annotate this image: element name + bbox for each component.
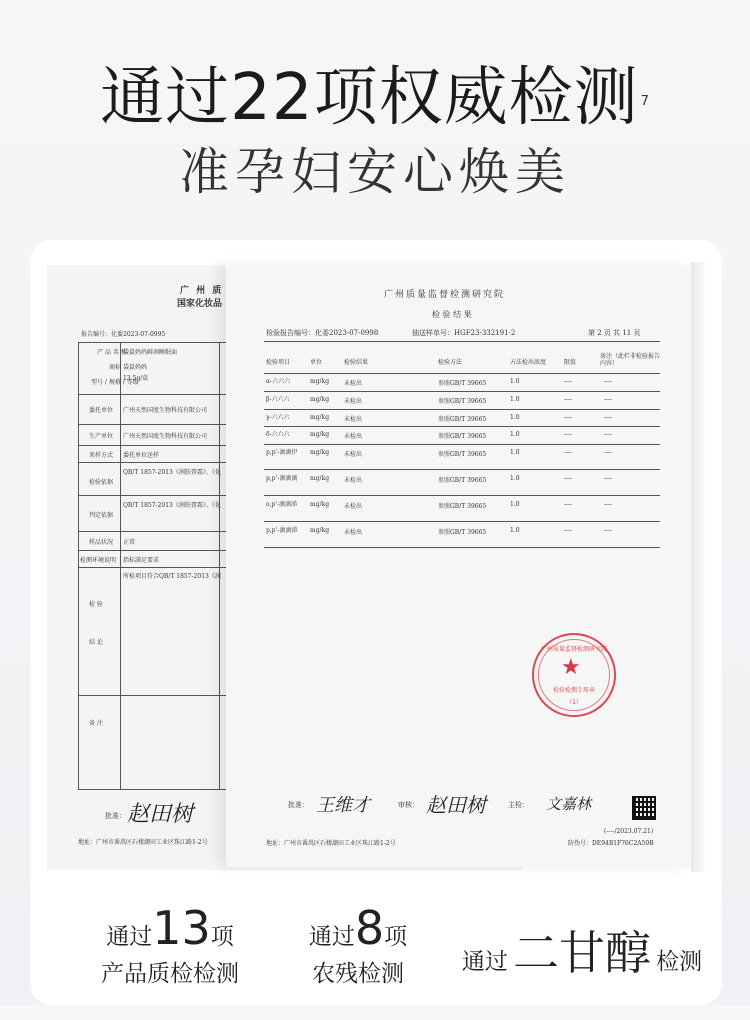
result-cell: 1.0 bbox=[510, 414, 520, 421]
result-cell: ---- bbox=[604, 431, 613, 438]
row-label: 来样方式 bbox=[89, 452, 114, 459]
result-cell: 未检出 bbox=[344, 529, 363, 536]
result-cell: 未检出 bbox=[344, 380, 363, 387]
signature: 文嘉林 bbox=[546, 795, 592, 813]
seal-text: 广州质量监督检测研究院 bbox=[540, 646, 607, 653]
row-label: 生产单位 bbox=[89, 433, 114, 440]
col-header: 检验方法 bbox=[438, 359, 463, 366]
page-stack-edge bbox=[691, 262, 705, 872]
sample-number: 抽送样单号：HGF23-332191-2 bbox=[412, 329, 516, 337]
section-title: 检 验 结 果 bbox=[432, 310, 472, 319]
result-cell: 未检出 bbox=[344, 503, 363, 510]
result-cell: ---- bbox=[564, 475, 573, 482]
result-cell: ---- bbox=[564, 527, 573, 534]
seal-text: 检验检测专用章 bbox=[552, 687, 595, 694]
result-cell: 1.0 bbox=[510, 527, 520, 534]
result-cell: mg/kg bbox=[310, 414, 330, 421]
result-cell: γ-六六六 bbox=[266, 414, 290, 421]
signature: 赵田树 bbox=[426, 793, 486, 817]
result-cell: mg/kg bbox=[310, 475, 330, 482]
official-seal bbox=[532, 633, 616, 717]
result-cell: 未检出 bbox=[344, 433, 363, 440]
row-label: 委托单位 bbox=[89, 407, 114, 414]
row-label: 样品状况 bbox=[89, 539, 114, 546]
result-cell: 未检出 bbox=[344, 416, 363, 423]
org-name-2: 国家化妆品 bbox=[177, 299, 223, 309]
page-number: 第 2 页 共 11 页 bbox=[588, 329, 641, 337]
row-divider bbox=[264, 547, 660, 548]
row-value: 广州天然国度生物科技有限公司 bbox=[123, 433, 208, 440]
footnote-mark: 7 bbox=[640, 94, 650, 109]
result-cell: 参照GB/T 39665 bbox=[438, 380, 487, 387]
address: 地址：广州市番禺区石楼潮田工业区珠江路1-2号 bbox=[266, 840, 396, 847]
row-label: 产 品 名 称 bbox=[97, 349, 127, 356]
qr-code-icon bbox=[632, 796, 656, 820]
address: 地址：广州市番禺区石楼潮田工业区珠江路1-2号 bbox=[78, 839, 208, 846]
row-value: 委托单位送样 bbox=[123, 452, 160, 459]
row-value: QB/T 1857-2013《润肤膏霜》、《化 bbox=[123, 502, 221, 509]
row-label: 检测环境说明 bbox=[80, 557, 117, 564]
result-cell: ---- bbox=[564, 378, 573, 385]
result-cell: mg/kg bbox=[310, 431, 330, 438]
result-cell: 1.0 bbox=[510, 501, 520, 508]
result-cell: 参照GB/T 39665 bbox=[438, 529, 487, 536]
result-cell: 1.0 bbox=[510, 396, 520, 403]
signature: 王维才 bbox=[316, 795, 370, 816]
conclusion-value: 所检项目符合QB/T 1857-2013《润 bbox=[123, 573, 221, 580]
col-header: 备注（此栏非检验报告内容） bbox=[600, 353, 661, 367]
conclusion-label: 结 论 bbox=[89, 639, 103, 646]
date-note: (----/2023.07.21) bbox=[604, 828, 654, 835]
row-divider bbox=[264, 469, 660, 470]
stat-diethylene-glycol: 通过 二甘醇 检测 bbox=[461, 926, 703, 980]
row-value: 指标满足要求 bbox=[123, 557, 160, 564]
result-cell: 1.0 bbox=[510, 475, 520, 482]
review-label: 审核： bbox=[398, 801, 419, 809]
result-cell: mg/kg bbox=[310, 501, 330, 508]
result-cell: ---- bbox=[564, 431, 573, 438]
result-cell: 参照GB/T 39665 bbox=[438, 398, 487, 405]
col-header: 检验项目 bbox=[266, 359, 291, 366]
result-cell: 未检出 bbox=[344, 451, 363, 458]
anti-fake-code: 防伪号：DE94B1F76C2A59B bbox=[568, 840, 654, 847]
result-cell: 参照GB/T 39665 bbox=[438, 433, 487, 440]
result-cell: p,p'-滴滴滴 bbox=[266, 475, 298, 482]
report-number: 检验报告编号：化委2023-07-0998 bbox=[266, 329, 379, 337]
row-value: 广州天然国度生物科技有限公司 bbox=[123, 407, 208, 414]
result-cell: ---- bbox=[564, 449, 573, 456]
result-cell: 参照GB/T 39665 bbox=[438, 503, 487, 510]
approve-label: 批准： bbox=[288, 801, 309, 809]
result-cell: ---- bbox=[604, 378, 613, 385]
result-cell: mg/kg bbox=[310, 378, 330, 385]
row-label: 检验依据 bbox=[89, 479, 114, 486]
result-cell: 参照GB/T 39665 bbox=[438, 477, 487, 484]
page-title: 通过22项权威检测 $^7$ bbox=[100, 61, 650, 135]
col-header: 限值 bbox=[564, 359, 577, 366]
row-divider bbox=[264, 495, 660, 496]
result-cell: ---- bbox=[564, 501, 573, 508]
row-label: 判定依据 bbox=[89, 512, 114, 519]
row-value: 正常 bbox=[123, 539, 136, 546]
row-label: 商标 bbox=[109, 364, 122, 371]
inspect-label: 主检： bbox=[508, 801, 529, 809]
result-cell: 未检出 bbox=[344, 477, 363, 484]
result-cell: ---- bbox=[604, 501, 613, 508]
result-cell: mg/kg bbox=[310, 527, 330, 534]
row-value: 13.5g/盒 bbox=[123, 375, 149, 382]
result-cell: p,p'-滴滴涕 bbox=[266, 527, 298, 534]
report-number: 报告编号：化委2023-07-0995 bbox=[81, 331, 166, 338]
row-divider bbox=[264, 409, 660, 410]
signature: 赵田树 bbox=[127, 802, 194, 827]
conclusion-label: 检 验 bbox=[89, 601, 103, 608]
result-cell: mg/kg bbox=[310, 449, 330, 456]
result-cell: δ-六六六 bbox=[266, 431, 290, 438]
col-header: 方法检出浓度 bbox=[510, 359, 547, 366]
row-divider bbox=[264, 521, 660, 522]
org-name: 广州质量监督检测研究院 bbox=[384, 290, 506, 300]
row-divider bbox=[264, 444, 660, 445]
row-value: QB/T 1857-2013《润肤膏霜》、《化 bbox=[123, 469, 221, 476]
row-value: 袋鼠妈妈鲜润睡眠面 bbox=[123, 349, 178, 356]
star-icon: ★ bbox=[561, 655, 581, 680]
stat-product-tests: 通过13项 产品质检检测 bbox=[101, 901, 239, 987]
result-cell: β-六六六 bbox=[266, 396, 290, 403]
result-cell: ---- bbox=[604, 475, 613, 482]
row-divider bbox=[264, 391, 660, 392]
page-subtitle: 准孕妇安心焕美 bbox=[179, 143, 571, 201]
org-name: 广 州 质 bbox=[180, 286, 224, 296]
row-label: 型号 / 规格 / 等级 bbox=[91, 379, 139, 386]
stat-pesticide-tests: 通过8项 农残检测 bbox=[308, 901, 408, 987]
result-cell: 1.0 bbox=[510, 378, 520, 385]
result-cell: 未检出 bbox=[344, 398, 363, 405]
result-cell: ---- bbox=[604, 527, 613, 534]
remark-label: 备 注 bbox=[89, 720, 103, 727]
result-cell: α-六六六 bbox=[266, 378, 291, 385]
result-cell: p,p'-滴滴伊 bbox=[266, 449, 298, 456]
result-cell: o,p'-滴滴涕 bbox=[266, 501, 298, 508]
row-divider bbox=[264, 426, 660, 427]
col-header: 单位 bbox=[310, 359, 323, 366]
result-cell: 参照GB/T 39665 bbox=[438, 451, 487, 458]
row-value: 袋鼠妈妈 bbox=[123, 364, 148, 371]
result-cell: 1.0 bbox=[510, 449, 520, 456]
col-header: 检验结果 bbox=[344, 359, 369, 366]
seal-text: （1） bbox=[566, 699, 582, 706]
result-cell: ---- bbox=[604, 396, 613, 403]
result-cell: ---- bbox=[604, 414, 613, 421]
result-cell: ---- bbox=[564, 414, 573, 421]
approve-label: 批准： bbox=[105, 812, 126, 820]
result-cell: mg/kg bbox=[310, 396, 330, 403]
report-page-results bbox=[226, 265, 691, 867]
result-cell: ---- bbox=[564, 396, 573, 403]
result-cell: 参照GB/T 39665 bbox=[438, 416, 487, 423]
result-cell: ---- bbox=[604, 449, 613, 456]
result-cell: 1.0 bbox=[510, 431, 520, 438]
